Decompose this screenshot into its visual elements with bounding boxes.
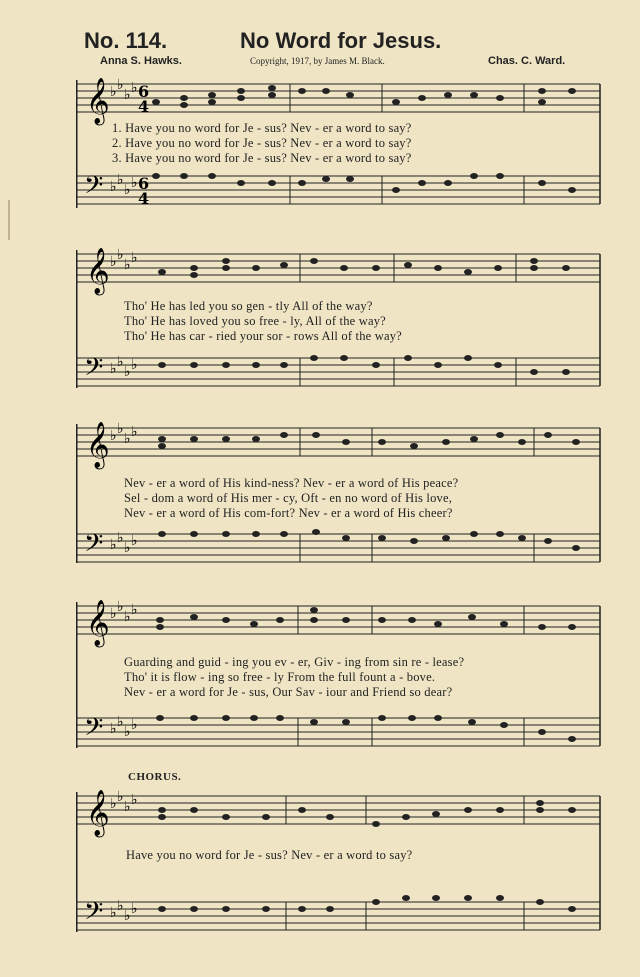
- svg-text:♭: ♭: [131, 717, 138, 733]
- svg-text:♭: ♭: [124, 540, 131, 556]
- bass-clef-icon: 𝄢: [84, 713, 104, 748]
- hymn-number: No. 114.: [84, 28, 168, 53]
- svg-text:♭: ♭: [124, 908, 131, 924]
- author-credit: Anna S. Hawks.: [100, 55, 182, 67]
- bass-staff: [76, 718, 600, 746]
- lyric-line: Have you no word for Je - sus? Nev - er a word to say?: [126, 848, 413, 862]
- svg-text:♭: ♭: [110, 361, 117, 377]
- svg-text:♭: ♭: [131, 424, 138, 440]
- bass-staff: [76, 358, 600, 386]
- treble-staff: [76, 254, 600, 282]
- svg-text:♭: ♭: [124, 182, 131, 198]
- lyric-line: Sel - dom a word of His mer - cy, Oft - en no word of His love,: [124, 491, 453, 505]
- svg-text:♭: ♭: [110, 537, 117, 553]
- svg-text:♭: ♭: [110, 428, 117, 444]
- svg-text:♭: ♭: [110, 179, 117, 195]
- svg-text:♭: ♭: [110, 721, 117, 737]
- bass-notes: [156, 715, 576, 742]
- lyric-line: 1. Have you no word for Je - sus? Nev - er a word to say?: [112, 121, 412, 135]
- svg-text:♭: ♭: [131, 357, 138, 373]
- treble-staff: [76, 84, 600, 112]
- svg-text:♭: ♭: [117, 714, 124, 730]
- svg-text:6: 6: [138, 174, 150, 193]
- composer-credit: Chas. C. Ward.: [488, 55, 566, 67]
- treble-clef-icon: 𝄞: [86, 422, 110, 468]
- svg-text:♭: ♭: [117, 354, 124, 370]
- page-margin-mark: [8, 200, 10, 240]
- lyric-line: 3. Have you no word for Je - sus? Nev - er a word to say?: [112, 151, 412, 165]
- bass-staff: [76, 176, 600, 204]
- svg-text:♭: ♭: [124, 724, 131, 740]
- lyric-line: 2. Have you no word for Je - sus? Nev - er a word to say?: [112, 136, 412, 150]
- svg-text:♭: ♭: [124, 87, 131, 103]
- svg-text:♭: ♭: [131, 792, 138, 808]
- svg-text:♭: ♭: [124, 364, 131, 380]
- svg-text:♭: ♭: [124, 431, 131, 447]
- svg-text:♭: ♭: [117, 789, 124, 805]
- treble-clef-icon: 𝄞: [86, 600, 110, 646]
- svg-text:♭: ♭: [124, 609, 131, 625]
- svg-text:♭: ♭: [131, 533, 138, 549]
- svg-text:♭: ♭: [110, 796, 117, 812]
- svg-text:♭: ♭: [117, 898, 124, 914]
- lyric-line: Tho' He has led you so gen - tly All of the way?: [124, 299, 373, 313]
- svg-text:♭: ♭: [117, 599, 124, 615]
- music-system-chorus: [76, 782, 604, 952]
- chorus-label: CHORUS.: [128, 771, 182, 783]
- hymn-title: No Word for Jesus.: [240, 28, 442, 53]
- treble-clef-icon: 𝄞: [86, 248, 110, 294]
- lyric-line: Guarding and guid - ing you ev - er, Giv - ing from sin re - lease?: [124, 655, 465, 669]
- lyric-line: Tho' He has loved you so free - ly, All of the way?: [124, 314, 386, 328]
- svg-text:♭: ♭: [110, 905, 117, 921]
- svg-text:♭: ♭: [124, 799, 131, 815]
- svg-text:♭: ♭: [117, 172, 124, 188]
- svg-text:4: 4: [138, 189, 150, 208]
- lyric-line: Nev - er a word of His kind-ness? Nev - er a word of His peace?: [124, 476, 459, 490]
- svg-text:♭: ♭: [117, 421, 124, 437]
- svg-text:♭: ♭: [124, 257, 131, 273]
- bass-clef-icon: 𝄢: [84, 171, 104, 206]
- svg-text:♭: ♭: [131, 250, 138, 266]
- svg-text:♭: ♭: [110, 606, 117, 622]
- treble-staff: [76, 606, 600, 634]
- bass-clef-icon: 𝄢: [84, 529, 104, 564]
- svg-text:4: 4: [138, 97, 150, 116]
- svg-text:♭: ♭: [131, 175, 138, 191]
- bass-staff: [76, 902, 600, 930]
- lyric-line: Nev - er a word for Je - sus, Our Sav - iour and Friend so dear?: [124, 685, 453, 699]
- treble-notes: [158, 800, 576, 827]
- treble-staff: [76, 796, 600, 824]
- bass-clef-icon: 𝄢: [84, 897, 104, 932]
- svg-text:♭: ♭: [110, 84, 117, 100]
- svg-text:♭: ♭: [131, 602, 138, 618]
- lyric-line: Nev - er a word of His com-fort? Nev - er a word of His cheer?: [124, 506, 453, 520]
- svg-text:♭: ♭: [110, 254, 117, 270]
- svg-text:♭: ♭: [131, 901, 138, 917]
- svg-text:♭: ♭: [117, 77, 124, 93]
- lyric-line: Tho' it is flow - ing so free - ly From the full fount a - bove.: [124, 670, 436, 684]
- lyric-line: Tho' He has car - ried your sor - rows All of the way?: [124, 329, 402, 343]
- bass-clef-icon: 𝄢: [84, 353, 104, 388]
- svg-text:6: 6: [138, 82, 150, 101]
- svg-text:♭: ♭: [131, 80, 138, 96]
- svg-text:♭: ♭: [117, 530, 124, 546]
- copyright-notice: Copyright, 1917, by James M. Black.: [250, 56, 385, 66]
- treble-clef-icon: 𝄞: [86, 790, 110, 836]
- treble-clef-icon: 𝄞: [86, 78, 110, 124]
- svg-text:♭: ♭: [117, 247, 124, 263]
